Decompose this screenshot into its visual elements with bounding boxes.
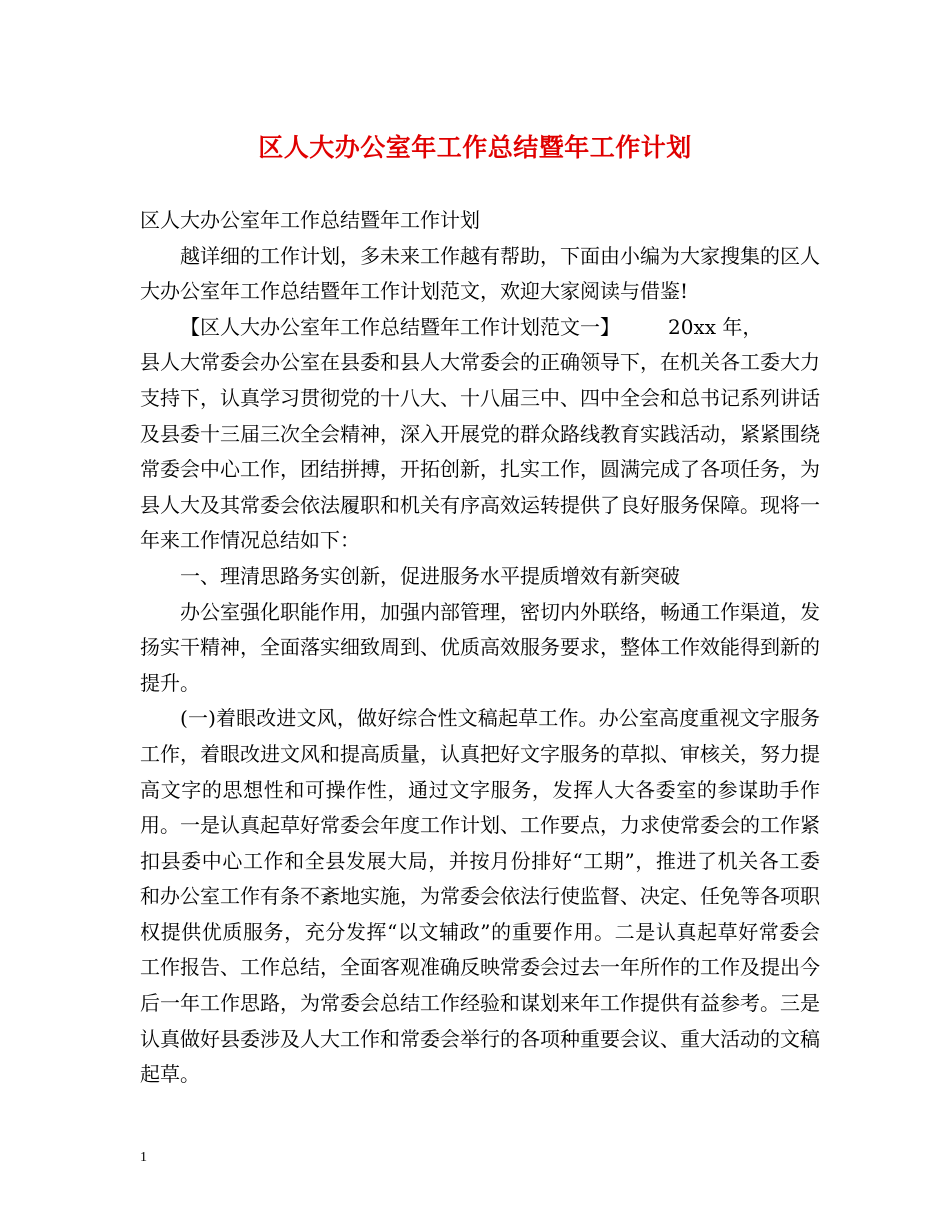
- intro-paragraph: 越详细的工作计划，多未来工作越有帮助，下面由小编为大家搜集的区人大办公室年工作总结暨年工作计划范文，欢迎大家阅读与借鉴!: [140, 243, 820, 304]
- sample-body-paragraph: 县人大常委会办公室在县委和县人大常委会的正确领导下，在机关各工委大力支持下，认真学习贯彻党的十八大、十八届三中、四中全会和总书记系列讲话及县委十三届三次全会精神，深入开展党的群众路线教育实践活动，紧紧围绕常委会中心工作，团结拼搏，开拓创新，扎实工作，圆满完成了各项任务，为县人大及其常委会依法履职和机关有序高效运转提供了良好服务保障。现将一年来工作情况总结如下：: [140, 350, 820, 553]
- document-body: [140, 203, 820, 1093]
- subsection-1-paragraph: (一)着眼改进文风，做好综合性文稿起草工作。办公室高度重视文字服务工作，着眼改进文风和提高质量，认真把好文字服务的草拟、审核关，努力提高文字的思想性和可操作性，通过文字服务，发挥人大各委室的参谋助手作用。一是认真起草好常委会年度工作计划、工作要点，力求使常委会的工作紧扣县委中心工作和全县发展大局，并按月份排好“工期”，推进了机关各工委和办公室工作有条不紊地实施，为常委会依法行使监督、决定、任免等各项职权提供优质服务，充分发挥“以文辅政”的重要作用。二是认真起草好常委会工作报告、工作总结，全面客观准确反映常委会过去一年所作的工作及提出今后一年工作思路，为常委会总结工作经验和谋划来年工作提供有益参考。三是认真做好县委涉及人大工作和常委会举行的各项种重要会议、重大活动的文稿起草。: [140, 706, 820, 1087]
- document-title: 区人大办公室年工作总结暨年工作计划: [258, 133, 692, 162]
- section-1-body: 办公室强化职能作用，加强内部管理，密切内外联络，畅通工作渠道，发扬实干精神，全面落实细致周到、优质高效服务要求，整体工作效能得到新的提升。: [140, 599, 820, 695]
- section-1-heading: 一、理清思路务实创新，促进服务水平提质增效有新突破: [180, 563, 680, 588]
- sample-heading: 【区人大办公室年工作总结暨年工作计划范文一】: [180, 314, 620, 339]
- document-subtitle: 区人大办公室年工作总结暨年工作计划: [140, 208, 480, 232]
- sample-year: 20xx 年，: [668, 314, 763, 339]
- sample-heading-paragraph: [140, 310, 820, 346]
- page-number: 1: [140, 1150, 147, 1165]
